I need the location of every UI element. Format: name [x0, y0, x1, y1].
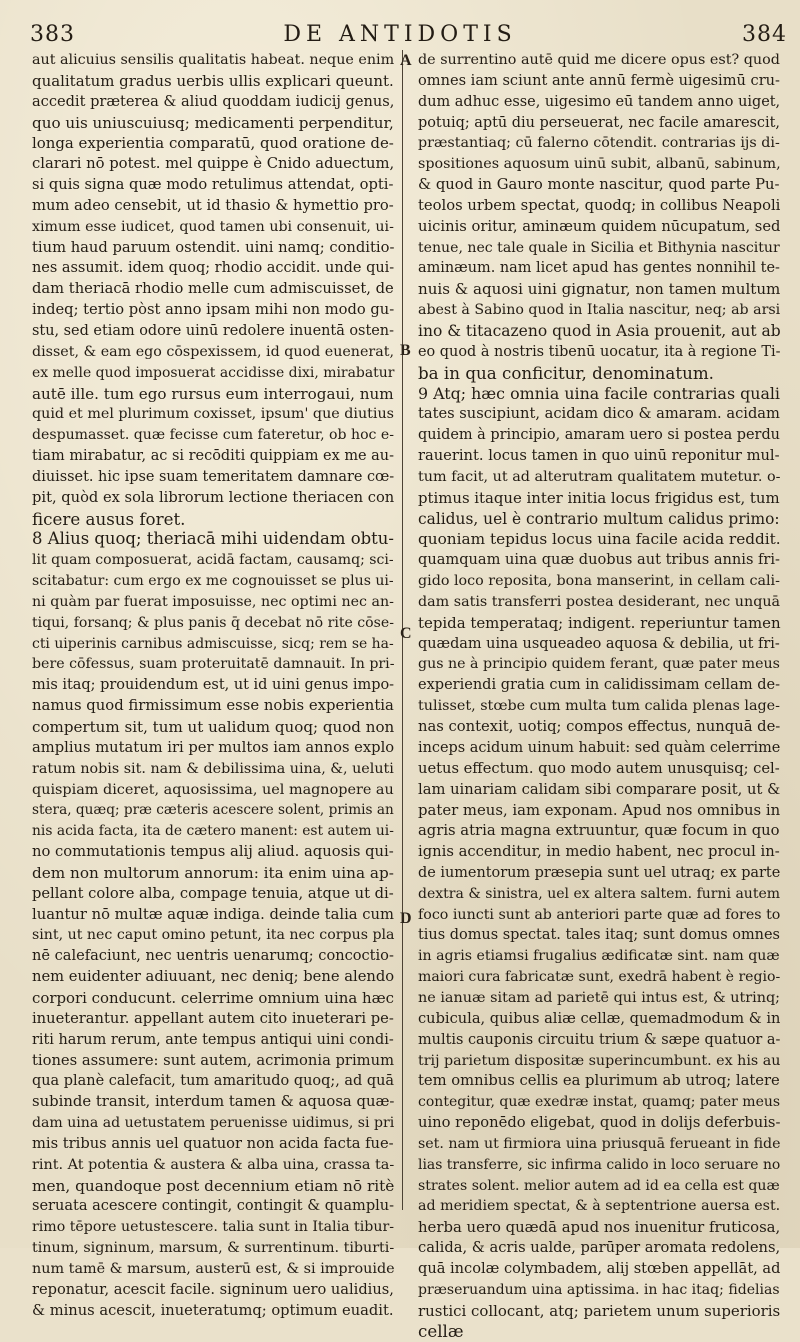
text-line: uino reponēdo eligebat, quod in dolijs deferbuis-: [418, 1114, 781, 1132]
text-line: dem non multorum annorum: ita enim uina ap-: [32, 863, 394, 882]
text-line: & quod in Gauro monte nascitur, quod parte Pu-: [418, 176, 780, 194]
text-line: tius domus spectat. tales itaq; sunt domus omnes: [418, 927, 780, 944]
text-line: spositiones aquosum uinū subit, albanū, sabinum,: [418, 156, 781, 173]
text-line: nis acida facta, ita de cætero manent: est autem ui-: [32, 823, 394, 840]
text-line: præstantiaq; cū falerno cōtendit. contrarias ijs di-: [418, 135, 780, 152]
text-line: stu, sed etiam odore uinū redolere inuentā osten-: [32, 322, 394, 339]
text-line: men, quandoque post decennium etiam nō ritè: [32, 1176, 395, 1195]
text-line: omnes iam sciunt ante annū fermè uigesimū cru-: [418, 71, 780, 89]
text-line: lam uinariam calidam sibi comparare posit, ut &: [418, 780, 781, 798]
text-line: ex melle quod imposuerat accidisse dixi, mirabatur: [32, 364, 395, 381]
text-line: ino & titacazeno quod in Asia prouenit, aut ab: [418, 321, 781, 340]
text-line: tinum, signinum, marsum, & surrentinum. tiburti-: [32, 1240, 395, 1257]
text-line: nem euidenter adiuuant, nec deniq; bene alendo: [32, 968, 395, 986]
text-line: lit quam composuerat, acidā factam, causamq; sci-: [32, 552, 394, 569]
page-number-left: 383: [30, 22, 75, 47]
text-line: tulisset, stœbe cum multa tum calida plenas lage-: [418, 698, 780, 715]
text-line: longa experientia comparatū, quod oratione de-: [32, 134, 394, 153]
text-line: 8 Alius quoq; theriacā mihi uidendam obtu-: [32, 529, 394, 549]
text-line: abest à Sabino quod in Italia nascitur, neq; ab arsi: [418, 302, 781, 319]
text-line: nuis & aquosi uini gignatur, non tamen multum: [418, 280, 781, 299]
text-line: clarari nō potest. mel quippe è Cnido aduectum,: [32, 155, 395, 173]
text-line: multis cauponis circuitu trium & sæpe quatuor a-: [418, 1031, 781, 1048]
text-line: cellæ: [418, 1321, 464, 1342]
text-line: subinde transit, interdum tamen & aquosa quæ-: [32, 1093, 395, 1111]
text-line: compertum sit, tum ut ualidum quoq; quod non: [32, 718, 395, 736]
text-line: potuiq; aptū diu perseuerat, nec facile amarescit,: [418, 114, 780, 131]
text-line: rustici collocant, atq; parietem unum superioris: [418, 1301, 781, 1320]
text-line: de surrentino autē quid me dicere opus est? quod: [418, 52, 780, 68]
text-line: amplius mutatum iri per multos iam annos explo: [32, 738, 395, 756]
text-line: mis tribus annis uel quatuor non acida facta fue-: [32, 1134, 394, 1152]
text-line: qua planè calefacit, tum amaritudo quoq;, ad quā: [32, 1073, 395, 1090]
text-line: tiones assumere: sunt autem, acrimonia primum: [32, 1051, 395, 1069]
text-line: in agris etiamsi frugalius ædificatæ sint. nam quæ: [418, 948, 780, 965]
text-line: tenue, nec tale quale in Sicilia et Bithynia nascitur: [418, 239, 780, 256]
text-line: no commutationis tempus alij aliud. aquosis qui-: [32, 843, 394, 861]
text-line: maiori cura fabricatæ sunt, exedrā habent è regio-: [418, 969, 781, 986]
text-line: ximum esse iudicet, quod tamen ubi consenuit, ui-: [32, 218, 394, 235]
text-line: si quis signa quæ modo retulimus attendat, opti-: [32, 176, 394, 194]
margin-letter-b: B: [400, 342, 411, 359]
text-line: corpori conducunt. celerrime omnium uina hæc: [32, 988, 395, 1007]
text-line: uetus effectum. quo modo autem unusquisq; cel-: [418, 759, 780, 777]
text-line: trij parietum dispositæ superincumbunt. ex his au: [418, 1052, 781, 1069]
text-line: ni quàm par fuerat imposuisse, nec optimi nec an-: [32, 593, 394, 610]
text-line: rint. At potentia & austera & alba uina, crassa ta-: [32, 1156, 395, 1173]
text-line: dextra & sinistra, uel ex altera saltem. furni autem: [418, 885, 781, 902]
running-head-title: DE ANTIDOTIS: [283, 22, 517, 47]
text-line: rauerint. locus tamen in quo uinū reponitur mul-: [418, 447, 780, 465]
text-line: tium haud paruum ostendit. uini namq; conditio-: [32, 238, 395, 256]
page-number-right: 384: [742, 22, 787, 47]
margin-letter-c: C: [400, 625, 412, 642]
text-line: quoniam tepidus locus uina facile acida reddit.: [418, 530, 781, 549]
text-line: reponatur, acescit facile. signinum uero ualidius,: [32, 1280, 394, 1298]
text-line: præseruandum uina aptissima. in hac itaq; fidelias: [418, 1281, 780, 1298]
text-line: quædam uina usqueadeo aquosa & debilia, ut fri-: [418, 635, 780, 652]
text-line: set. nam ut firmiora uina priusquā ferueant in fide: [418, 1135, 781, 1152]
text-line: sint, ut nec caput omino petunt, ita nec corpus pla: [32, 927, 395, 944]
text-line: dam uina ad uetustatem peruenisse uidimus, si pri: [32, 1115, 395, 1132]
text-line: lias transferre, sic infirma calido in loco seruare no: [418, 1156, 781, 1173]
text-line: 9 Atq; hæc omnia uina facile contrarias quali: [418, 383, 780, 403]
text-line: nes assumit. idem quoq; rhodio accidit. unde qui-: [32, 260, 395, 277]
text-line: ignis accenditur, in medio habent, nec procul in-: [418, 843, 780, 861]
text-line: accedit præterea & aliud quoddam iudicij genus,: [32, 92, 395, 110]
text-line: strates solent. melior autem ad id ea cella est quæ: [418, 1177, 780, 1194]
text-line: namus quod firmissimum esse nobis experientia: [32, 697, 394, 715]
text-line: eo quod à nostris tibenū uocatur, ita à regione Ti-: [418, 343, 781, 360]
text-line: tiam mirabatur, ac si recōditi quippiam ex me au-: [32, 448, 394, 465]
text-line: nē calefaciunt, nec uentris uenarumq; concoctio-: [32, 947, 394, 965]
text-line: calidus, uel è contrario multum calidus primo:: [418, 509, 780, 528]
text-line: tates suscipiunt, acidam dico & amaram. acidam: [418, 405, 780, 423]
text-line: mis itaq; prouidendum est, ut id uini genus impo-: [32, 677, 395, 694]
margin-letter-a: A: [400, 52, 412, 69]
text-line: tem omnibus cellis ea plurimum ab utroq; latere: [418, 1072, 780, 1090]
text-line: nas contexit, uotiq; compos effectus, nunquā de-: [418, 718, 781, 735]
text-line: cti uiperinis carnibus admiscuisse, sicq; rem se ha-: [32, 635, 394, 652]
text-line: agris atria magna extruuntur, quæ focum in quo: [418, 822, 780, 840]
text-line: ficere ausus foret.: [32, 508, 186, 529]
text-line: quā incolæ colymbadem, alij stœben appellāt, ad: [418, 1259, 781, 1277]
text-line: qualitatum gradus uerbis ullis explicari queunt.: [32, 71, 394, 90]
text-line: bere cōfessus, suam proteruitatē damnauit. In pri-: [32, 656, 395, 673]
left-text-column: [32, 50, 395, 1319]
text-line: riti harum rerum, ante tempus antiqui uini condi-: [32, 1031, 394, 1048]
text-line: dam satis transferri postea desiderant, nec unquā: [418, 593, 781, 610]
text-line: scitabatur: cum ergo ex me cognouisset se plus ui-: [32, 573, 394, 590]
text-line: inueterantur. appellant autem cito inueterari pe-: [32, 1009, 394, 1027]
text-line: de iumentorum præsepia sunt uel utraq; ex parte: [418, 864, 781, 881]
text-line: cubicula, quibus aliæ cellæ, quemadmodum & in: [418, 1009, 781, 1027]
text-line: pater meus, iam exponam. Apud nos omnibus in: [418, 801, 781, 820]
text-line: disset, & eam ego cōspexissem, id quod euenerat,: [32, 343, 394, 360]
text-line: quamquam uina quæ duobus aut tribus annis fri-: [418, 551, 780, 569]
text-line: quid et mel plurimum coxisset, ipsum' que diutius: [32, 406, 395, 423]
text-line: despumasset. quæ fecisse cum fateretur, ob hoc e-: [32, 427, 394, 444]
text-line: indeq; tertio pòst anno ipsam mihi non modo gu-: [32, 301, 395, 319]
text-line: ad meridiem spectat, & à septentrione auersa est.: [418, 1198, 781, 1215]
text-line: uicinis oritur, aminæum quidem nūcupatum, sed: [418, 217, 781, 235]
text-line: tum facit, ut ad alterutram qualitatem mutetur. o-: [418, 468, 781, 485]
text-line: quidem à principio, amaram uero si postea perdu: [418, 427, 780, 444]
text-line: ptimus itaque inter initia locus frigidus est, tum: [418, 488, 780, 507]
text-line: dum adhuc esse, uigesimo eū tandem anno uiget,: [418, 93, 781, 110]
text-line: tiqui, forsanq; & plus panis q̄ decebat nō rite cōse-: [32, 614, 394, 631]
text-line: ratum nobis sit. nam & debilissima uina, &, ueluti: [32, 760, 394, 777]
text-line: num tamē & marsum, austerū est, & si improuide: [32, 1260, 395, 1277]
text-line: gus ne à principio quidem ferant, quæ pater meus: [418, 656, 780, 673]
text-line: stera, quæq; præ cæteris acescere solent, primis an: [32, 802, 394, 819]
text-line: pellant colore alba, compage tenuia, atque ut di-: [32, 884, 394, 902]
text-line: dam theriacā rhodio melle cum admiscuisset, de: [32, 280, 394, 298]
text-line: pit, quòd ex sola librorum lectione theriacen con: [32, 488, 395, 506]
text-line: ba in qua conficitur, denominatum.: [418, 362, 714, 383]
text-line: diuisset. hic ipse suam temeritatem damnare cœ-: [32, 468, 395, 485]
text-line: quispiam diceret, aquosissima, uel magnopere au: [32, 781, 394, 798]
text-line: ne ianuæ sitam ad parietē qui intus est, & utrinq;: [418, 989, 781, 1006]
text-line: aminæum. nam licet apud has gentes nonnihil te-: [418, 260, 780, 277]
text-line: herba uero quædā apud nos inuenitur fruticosa,: [418, 1218, 781, 1237]
text-line: aut alicuius sensilis qualitatis habeat. neque enim: [32, 52, 395, 68]
text-line: quo uis uniuscuiusq; medicamenti perpenditur,: [32, 113, 394, 132]
text-line: mum adeo censebit, ut id thasio & hymettio pro-: [32, 196, 394, 214]
text-line: luantur nō multæ aquæ indiga. deinde talia cum: [32, 905, 394, 923]
text-line: contegitur, quæ exedræ instat, quamq; pater meus: [418, 1094, 781, 1111]
margin-letter-d: D: [400, 910, 412, 927]
right-text-column: [418, 50, 781, 1342]
text-line: rimo tēpore uetustescere. talia sunt in Italia tibur-: [32, 1219, 395, 1236]
text-line: & minus acescit, inueteratumq; optimum euadit.: [32, 1301, 394, 1319]
text-line: calida, & acris ualde, parūper aromata redolens,: [418, 1239, 781, 1257]
text-line: experiendi gratia cum in calidissimam cellam de-: [418, 677, 780, 694]
text-line: tepida temperataq; indigent. reperiuntur tamen: [418, 613, 781, 632]
text-line: inceps acidum uinum habuit: sed quàm celerrime: [418, 739, 781, 756]
text-line: gido loco reposita, bona manserint, in cellam cali-: [418, 573, 780, 590]
text-line: foco iuncti sunt ab anteriori parte quæ ad fores to: [418, 906, 781, 923]
text-line: seruata acescere contingit, contingit & quamplu-: [32, 1198, 395, 1215]
text-line: autē ille. tum ego rursus eum interrogaui, num: [32, 384, 394, 403]
text-line: teolos urbem spectat, quodq; in collibus Neapoli: [418, 196, 781, 214]
